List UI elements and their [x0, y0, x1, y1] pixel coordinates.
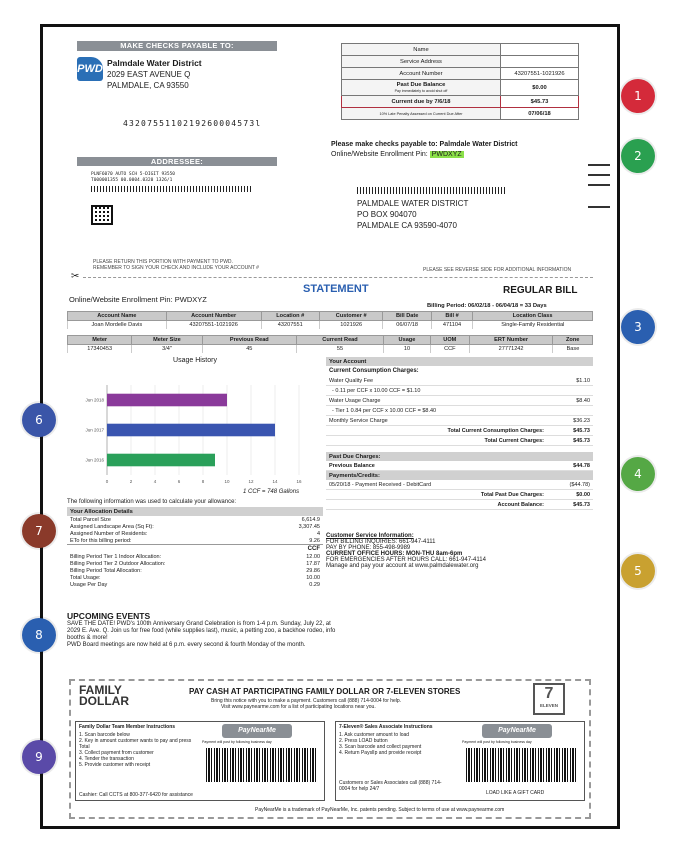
payee-city: PALMDALE, CA 93550	[107, 81, 189, 90]
previous-balance-row	[326, 461, 593, 471]
charge-value: $8.40	[576, 397, 590, 404]
x-tick-label: 12	[248, 479, 254, 484]
list-item	[67, 537, 323, 544]
category-label: Jun 2017	[85, 427, 104, 433]
current-read: 55	[297, 345, 384, 354]
enrollment-pin: PWDXYZ	[431, 151, 462, 158]
menu-icon-bar-3	[588, 184, 610, 186]
allocation-label: Total Usage:	[70, 574, 101, 581]
annotation-badge-5: 5	[621, 554, 655, 588]
name-label: Name	[342, 44, 501, 56]
ccf-label: CCF	[67, 544, 323, 553]
addressee-line1: PLNF6070 AUTO SCH 5-DIGIT 93550	[91, 172, 175, 177]
x-tick-label: 14	[272, 479, 278, 484]
customer-service-title: Customer Service Information:	[326, 533, 414, 539]
past-due-header: Past Due Charges:	[326, 452, 593, 461]
menu-icon-bar-1	[588, 164, 610, 166]
return-note-2: REMEMBER TO SIGN YOUR CHECK AND INCLUDE YOUR ACCOUNT #	[93, 265, 259, 271]
charge-value: $1.10	[576, 377, 590, 384]
bar-jun-2016	[107, 454, 215, 467]
total-past-due-value: $0.00	[576, 491, 590, 498]
allocation-value: 17.87	[306, 560, 320, 567]
col-previous-read: Previous Read	[202, 336, 296, 345]
allocation-label: Assigned Number of Residents:	[70, 530, 148, 537]
usage-chart-panel	[67, 353, 323, 493]
charge-label: Water Quality Fee	[329, 377, 374, 384]
fd-barcode	[206, 748, 318, 782]
col-ert-number: ERT Number	[469, 336, 553, 345]
list-item	[67, 530, 323, 537]
location-class: Single-Family Residential	[473, 321, 593, 330]
list-item	[67, 523, 323, 530]
x-tick-label: 10	[224, 479, 230, 484]
annotation-badge-2: 2	[621, 139, 655, 173]
payments-header: Payments/Credits:	[326, 471, 593, 480]
account-number-value: 43207551-1021926	[501, 68, 579, 80]
annotation-badge-3: 3	[621, 310, 655, 344]
list-item	[67, 574, 323, 581]
list-item	[326, 406, 593, 416]
charge-value: $36.23	[573, 417, 590, 424]
addressee-header: ADDRESSEE:	[77, 157, 277, 166]
annotation-badge-6: 6	[22, 403, 56, 437]
current-due-label: Current due by 7/6/18	[342, 96, 501, 108]
charge-label: Water Usage Charge	[329, 397, 381, 404]
allocation-value: 4	[316, 530, 320, 537]
allocation-value: 3,307.45	[298, 523, 320, 530]
allocation-value: 10.00	[306, 574, 320, 581]
allocation-label: Assigned Landscape Area (Sq Ft):	[70, 523, 154, 530]
x-tick-label: 6	[177, 479, 181, 484]
bar-jun-2017	[107, 424, 275, 437]
customer-service-panel	[326, 533, 593, 569]
past-due-value: $0.00	[501, 80, 579, 96]
paynearme-headline: PAY CASH AT PARTICIPATING FAMILY DOLLAR OR 7-ELEVEN STORES	[189, 687, 461, 696]
se-instructions-title: 7-Eleven® Sales Associate Instructions	[339, 724, 433, 730]
list-item: 5. Provide customer with receipt	[79, 762, 151, 768]
payment-label: 05/20/18 - Payment Received - DebitCard	[329, 481, 432, 488]
emergency-line: FOR EMERGENCIES AFTER HOURS CALL: 661-947-4114	[326, 557, 486, 563]
scan-line: 4320755110219260004573l	[123, 119, 262, 128]
list-item: 2. Key in amount customer wants to pay and press Total	[79, 738, 192, 750]
x-tick-label: 8	[201, 479, 205, 484]
account-name: Joan Mordelle Davis	[68, 321, 167, 330]
location-number: 43207551	[261, 321, 319, 330]
events-panel	[67, 611, 337, 649]
current-charges-list	[326, 376, 593, 426]
list-item	[326, 396, 593, 406]
x-tick-label: 2	[129, 479, 133, 484]
bill-date: 06/07/18	[383, 321, 432, 330]
fd-steps-list	[79, 732, 199, 768]
se-barcode	[466, 748, 578, 782]
paynearme-trademark: PayNearMe is a trademark of PayNearMe, Inc. patents pending. Subject to terms of use at www.paynearme.com	[255, 807, 505, 813]
total-past-due-row	[326, 490, 593, 500]
zone: Base	[553, 345, 593, 354]
seven-eleven-word: ELEVEN	[539, 703, 558, 708]
uom: CCF	[430, 345, 469, 354]
account-balance-value: $45.73	[573, 501, 590, 508]
paynearme-coupon	[69, 679, 591, 819]
category-label: Jun 2018	[85, 397, 104, 403]
allocation-list	[67, 516, 323, 544]
addressee-postal-barcode	[91, 186, 251, 192]
annotation-badge-4: 4	[621, 457, 655, 491]
billing-period: Billing Period: 06/02/18 - 06/04/18 = 33 Days	[427, 303, 547, 309]
allocation-label: ETo for this billing period:	[70, 537, 132, 544]
family-dollar-coupon	[75, 721, 325, 801]
annotation-badge-8: 8	[22, 618, 56, 652]
allocation-intro: The following information was used to calculate your allowance:	[67, 499, 237, 505]
allocation-value: 29.86	[306, 567, 320, 574]
allocation-value: 6,614.9	[301, 516, 320, 523]
se-load-note: LOAD LIKE A GIFT CARD	[486, 790, 545, 796]
fd-cashier-note: Cashier: Call CCTS at 800-377-6420 for assistance	[79, 792, 193, 798]
pay-by-phone: PAY BY PHONE: 855-498-9989	[326, 545, 411, 551]
col-usage: Usage	[384, 336, 431, 345]
meter-table	[67, 335, 593, 353]
list-item: 1. Ask customer amount to load	[339, 732, 410, 738]
col-location-number: Location #	[261, 312, 319, 321]
payable-header: MAKE CHECKS PAYABLE TO:	[77, 41, 277, 51]
allocation-label: Usage Per Day	[70, 581, 108, 588]
allocation-label: Billing Period Total Allocation:	[70, 567, 142, 574]
past-due-label: Past Due Balance	[396, 81, 446, 88]
past-due-cell	[342, 80, 501, 96]
paynearme-logo-fd: PayNearMe	[222, 724, 292, 738]
x-tick-label: 4	[153, 479, 157, 484]
list-item	[326, 376, 593, 386]
list-item	[67, 581, 323, 588]
total-consumption-row	[326, 426, 593, 436]
fd-instructions-title: Family Dollar Team Member Instructions	[79, 724, 176, 730]
family-logo-line2: DOLLAR	[79, 694, 129, 708]
menu-icon-bar-2	[588, 174, 610, 176]
total-current-label: Total Current Charges:	[484, 437, 544, 444]
statement-title: STATEMENT	[303, 283, 369, 295]
paynearme-sub-1: Bring this notice with you to make a payment. Customers call (888) 714-0004 for help.	[211, 698, 402, 704]
list-item	[67, 516, 323, 523]
list-item	[67, 567, 323, 574]
your-account-panel	[326, 357, 593, 510]
list-item	[326, 416, 593, 426]
total-current-value: $45.73	[573, 437, 590, 444]
charge-label: Monthly Service Charge	[329, 417, 388, 424]
enrollment-label: Online/Website Enrollment Pin:	[331, 151, 428, 158]
enrollment-row	[331, 151, 464, 158]
col-account-number: Account Number	[166, 312, 261, 321]
return-note-1: PLEASE RETURN THIS PORTION WITH PAYMENT TO PWD.	[93, 259, 233, 265]
account-balance-label: Account Balance:	[497, 501, 544, 508]
paynearme-sub-2: Visit www.paynearme.com for a list of participating locations near you.	[221, 704, 376, 710]
list-item	[67, 553, 323, 560]
total-consumption-value: $45.73	[573, 427, 590, 434]
account-info-table	[341, 43, 579, 120]
seven-eleven-coupon	[335, 721, 585, 801]
total-consumption-label: Total Current Consumption Charges:	[447, 427, 544, 434]
bar-jun-2018	[107, 394, 227, 407]
addressee-line2: T000001355 00.0004.0320 1326/1	[91, 178, 173, 183]
service-address-label: Service Address	[342, 56, 501, 68]
total-past-due-label: Total Past Due Charges:	[480, 491, 544, 498]
allocation-value: 0.29	[309, 581, 320, 588]
payee-name: Palmdale Water District	[107, 58, 202, 68]
se-steps-list	[339, 732, 459, 756]
family-logo-line1: FAMILY	[79, 683, 122, 697]
payable-note: Please make checks payable to: Palmdale Water District	[331, 141, 518, 148]
current-due-value: $45.73	[501, 96, 579, 108]
payee-street: 2029 EAST AVENUE Q	[107, 70, 191, 79]
previous-read: 45	[202, 345, 296, 354]
pwd-logo: PWD	[77, 57, 103, 81]
list-item: 3. Scan barcode and collect payment	[339, 744, 422, 750]
remit-box: PO BOX 904070	[357, 210, 417, 219]
allocation-value: 12.00	[306, 553, 320, 560]
late-penalty-label: 10% Late Penalty Assessed on Current Due After	[342, 108, 501, 120]
meter: 17340453	[68, 345, 132, 354]
usage-chart-title: Usage History	[173, 357, 217, 364]
list-item: 2. Press LOAD button	[339, 738, 388, 744]
reverse-note: PLEASE SEE REVERSE SIDE FOR ADDITIONAL INFORMATION	[423, 267, 572, 273]
allocation-panel	[67, 507, 323, 588]
meter-size: 3/4"	[132, 345, 202, 354]
col-meter-size: Meter Size	[132, 336, 202, 345]
payment-row	[326, 480, 593, 490]
scissors-icon: ✂	[71, 271, 80, 282]
account-details-table	[67, 311, 593, 329]
bill-type: REGULAR BILL	[503, 285, 578, 296]
usage-chart-footnote: 1 CCF = 748 Gallons	[243, 489, 300, 495]
allocation-header: Your Allocation Details	[67, 507, 323, 516]
manage-account: Manage and pay your account at www.palmdalewater.org	[326, 563, 479, 569]
events-text-2: PWD Board meetings are now held at 6 p.m. every second & fourth Monday of the month.	[67, 642, 306, 648]
previous-balance-label: Previous Balance	[329, 462, 375, 469]
seven-eleven-logo	[533, 683, 565, 715]
list-item	[326, 386, 593, 396]
bill-number: 471104	[431, 321, 472, 330]
cut-line	[83, 277, 593, 278]
col-bill-number: Bill #	[431, 312, 472, 321]
list-item: 4. Tender the transaction	[79, 756, 134, 762]
total-current-row	[326, 436, 593, 446]
list-item	[67, 560, 323, 567]
events-text-1: SAVE THE DATE! PWD's 100th Anniversary Grand Celebration is from 1-4 p.m. Sunday, July 22, at 2029 E. Ave. Q. Join us for free food (while supplies last), music, a petting zoo, a backhoe rodeo, info booths & more!	[67, 621, 336, 641]
remit-postal-barcode	[357, 187, 507, 194]
charge-label: - 0.11 per CCF x 10.00 CCF = $1.10	[332, 387, 421, 394]
list-item: 3. Collect payment from customer	[79, 750, 154, 756]
charge-label: - Tier 1 0.84 per CCF x 10.00 CCF = $8.40	[332, 407, 437, 414]
col-account-name: Account Name	[68, 312, 167, 321]
payment-value: ($44.78)	[569, 481, 590, 488]
col-location-class: Location Class	[473, 312, 593, 321]
annotation-badge-7: 7	[22, 514, 56, 548]
x-tick-label: 0	[105, 479, 109, 484]
category-label: Jun 2016	[85, 457, 104, 463]
list-item: 4. Return PayslIp and provide receipt	[339, 750, 422, 756]
your-account-header: Your Account	[326, 357, 593, 366]
table-row	[68, 321, 593, 330]
qr-code	[91, 205, 113, 225]
col-customer-number: Customer #	[319, 312, 382, 321]
remit-name: PALMDALE WATER DISTRICT	[357, 199, 469, 208]
bill-page	[40, 24, 620, 829]
billing-inquiries: FOR BILLING INQUIRIES: 661-947-4111	[326, 539, 436, 545]
customer-number: 1021926	[319, 321, 382, 330]
col-zone: Zone	[553, 336, 593, 345]
late-penalty-date: 07/06/18	[501, 108, 579, 120]
menu-icon-bar-4	[588, 206, 610, 208]
fd-posted-note: Payment will post by following business day	[202, 740, 272, 744]
list-item: 1. Scan barcode below	[79, 732, 130, 738]
name-value	[501, 44, 579, 56]
family-dollar-logo	[79, 685, 129, 707]
se-posted-note: Payment will post by following business day	[462, 740, 532, 744]
previous-balance-value: $44.78	[573, 462, 590, 469]
x-tick-label: 16	[296, 479, 302, 484]
events-title: UPCOMING EVENTS	[67, 611, 151, 621]
allocation-label: Billing Period Tier 1 Indoor Allocation:	[70, 553, 162, 560]
account-balance-row	[326, 500, 593, 510]
annotation-badge-1: 1	[621, 79, 655, 113]
usage-chart	[67, 367, 323, 495]
se-help-note: Customers or Sales Associates call (888) 714-0004 for help 24/7	[339, 780, 442, 792]
service-address-value	[501, 56, 579, 68]
allocation-value: 9.26	[309, 537, 320, 544]
past-due-sub: Pay immediately to avoid shut off	[394, 88, 448, 93]
allocation-label: Total Parcel Size	[70, 516, 111, 523]
statement-enrollment-pin: Online/Website Enrollment Pin: PWDXYZ	[69, 295, 207, 304]
usage: 10	[384, 345, 431, 354]
annotation-badge-9: 9	[22, 740, 56, 774]
remit-city: PALMDALE CA 93590-4070	[357, 221, 457, 230]
allocation-label: Billing Period Tier 2 Outdoor Allocation:	[70, 560, 166, 567]
table-row	[68, 345, 593, 354]
ert-number: 27771242	[469, 345, 553, 354]
account-number-label: Account Number	[342, 68, 501, 80]
account-number: 43207551-1021926	[166, 321, 261, 330]
col-meter: Meter	[68, 336, 132, 345]
col-current-read: Current Read	[297, 336, 384, 345]
col-bill-date: Bill Date	[383, 312, 432, 321]
col-uom: UOM	[430, 336, 469, 345]
ccf-list	[67, 553, 323, 588]
current-charges-header: Current Consumption Charges:	[329, 368, 419, 374]
paynearme-logo-se: PayNearMe	[482, 724, 552, 738]
seven-eleven-number: 7	[544, 685, 554, 702]
office-hours: CURRENT OFFICE HOURS: MON-THU 8am-6pm	[326, 551, 463, 557]
